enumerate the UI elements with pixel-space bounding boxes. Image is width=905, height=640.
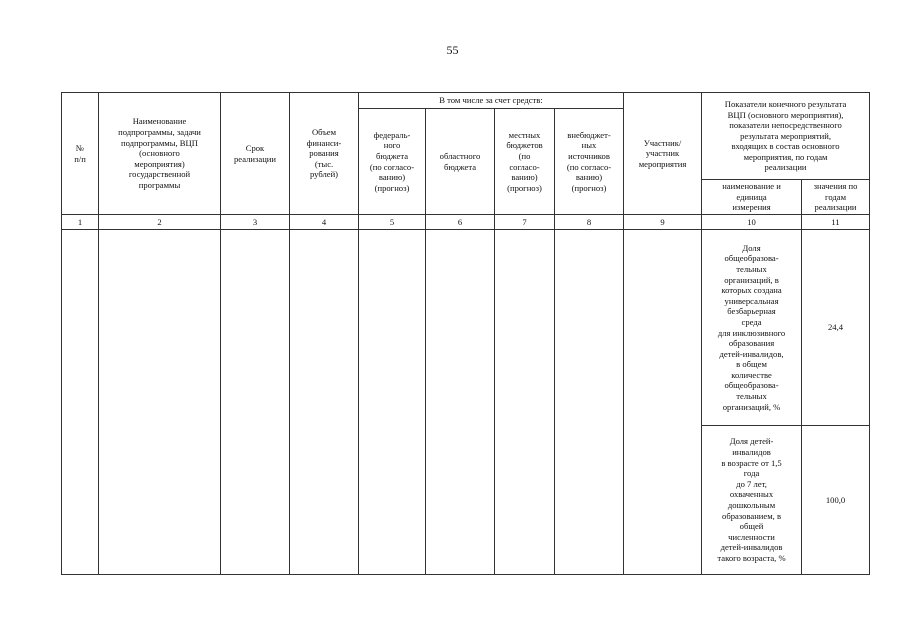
column-number: 7 [495, 215, 555, 230]
header-name: Наименование подпрограммы, задачи подпрограммы, ВЦП (основного мероприятия) государственной программы [99, 93, 221, 215]
column-number: 8 [555, 215, 624, 230]
cell-term [221, 230, 290, 575]
indicator-value: 100,0 [802, 426, 870, 575]
header-row-1 [62, 93, 870, 109]
column-number: 6 [426, 215, 495, 230]
cell-regional [426, 230, 495, 575]
cell-participant [624, 230, 702, 575]
cell-local [495, 230, 555, 575]
indicator-name: Доля детей- инвалидов в возрасте от 1,5 года до 7 лет, охваченных дошкольным образованием, в общей численности детей-инвалидов такого возраста, % [702, 426, 802, 575]
column-number: 9 [624, 215, 702, 230]
header-indicator-name: наименование и единица измерения [702, 180, 802, 215]
table-row [62, 230, 870, 426]
indicator-value: 24,4 [802, 230, 870, 426]
column-number: 11 [802, 215, 870, 230]
header-federal: федераль- ного бюджета (по согласо- ванию) (прогноз) [359, 109, 426, 215]
header-extrabudget: внебюджет- ных источников (по согласо- ванию) (прогноз) [555, 109, 624, 215]
column-number: 10 [702, 215, 802, 230]
cell-name [99, 230, 221, 575]
header-num: № п/п [62, 93, 99, 215]
program-table [61, 92, 870, 575]
column-number-row [62, 215, 870, 230]
column-number: 3 [221, 215, 290, 230]
cell-federal [359, 230, 426, 575]
header-participant: Участник/ участник мероприятия [624, 93, 702, 215]
header-funding-group: В том числе за счет средств: [359, 93, 624, 109]
column-number: 1 [62, 215, 99, 230]
header-volume: Объем финанси- рования (тыс. рублей) [290, 93, 359, 215]
column-number: 5 [359, 215, 426, 230]
page-number: 55 [446, 43, 459, 57]
cell-extrabudget [555, 230, 624, 575]
header-indicators-group: Показатели конечного результата ВЦП (основного мероприятия), показатели непосредственного результата мероприятий, входящих в состав основного мероприятия, по годам реализации [702, 93, 870, 180]
cell-volume [290, 230, 359, 575]
column-number: 2 [99, 215, 221, 230]
header-indicator-values: значения по годам реализации [802, 180, 870, 215]
header-term: Срок реализации [221, 93, 290, 215]
cell-num [62, 230, 99, 575]
header-regional: областного бюджета [426, 109, 495, 215]
header-local: местных бюджетов (по согласо- ванию) (прогноз) [495, 109, 555, 215]
indicator-name: Доля общеобразова- тельных организаций, в которых создана универсальная безбарьерная среда для инклюзивного образования детей-инвалидов, в общем количестве общеобразова- тельных организаций, % [702, 230, 802, 426]
column-number: 4 [290, 215, 359, 230]
